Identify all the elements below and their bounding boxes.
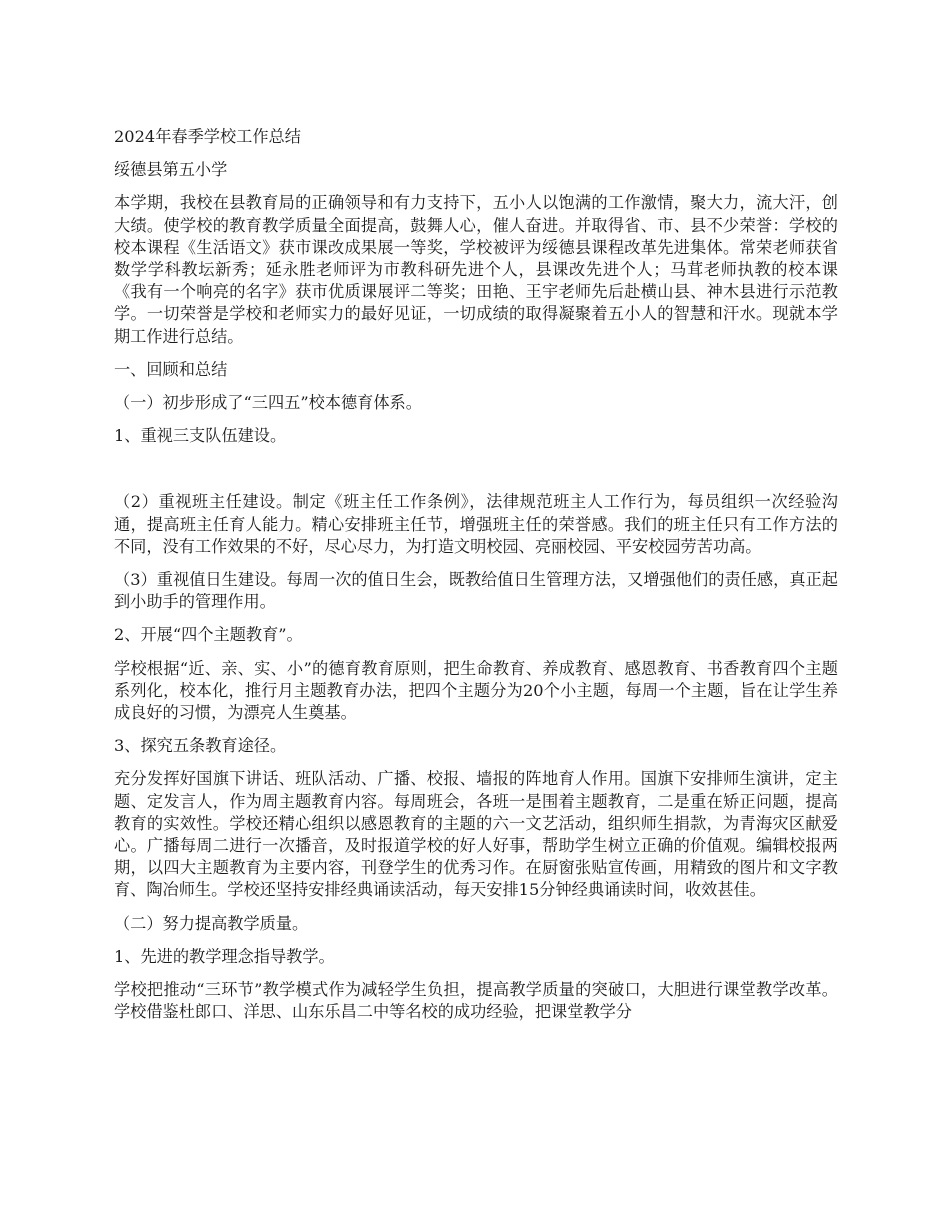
paragraph-duty-student: （3）重视值日生建设。每周一次的值日生会，既教给值日生管理方法，又增强他们的责任感，真正起到小助手的管理作用。 — [114, 570, 838, 612]
section-heading-review: 一、回顾和总结 — [114, 359, 228, 379]
school-name: 绥德县第五小学 — [114, 160, 228, 180]
item-heading-three-teams: 1、重视三支队伍建设。 — [114, 426, 287, 446]
subsection-heading-moral-education: （一）初步形成了“三四五”校本德育体系。 — [114, 393, 422, 413]
document-title: 2024年春季学校工作总结 — [114, 127, 301, 146]
item-heading-four-themes: 2、开展“四个主题教育”。 — [114, 625, 303, 645]
paragraph-class-teacher: （2）重视班主任建设。制定《班主任工作条例》，法律规范班主人工作行为，每员组织一次经验沟通，提高班主任育人能力。精心安排班主任节，增强班主任的荣誉感。我们的班主任只有工作方法的不同，没有工作效果的不好，尽心尽力，为打造文明校园、亮丽校园、平安校园劳苦功高。 — [114, 492, 838, 556]
subsection-heading-teaching-quality: （二）努力提高教学质量。 — [114, 913, 309, 933]
document-body — [114, 126, 838, 1035]
paragraph-four-themes: 学校根据“近、亲、实、小”的德育教育原则，把生命教育、养成教育、感恩教育、书香教育四个主题系列化，校本化，推行月主题教育办法，把四个主题分为20个小主题，每周一个主题，旨在让学生养成良好的习惯，为漂亮人生奠基。 — [114, 658, 838, 723]
item-heading-five-paths: 3、探究五条教育途径。 — [114, 736, 287, 756]
paragraph-teaching-reform: 学校把推动“三环节”教学模式作为减轻学生负担，提高教学质量的突破口，大胆进行课堂教学改革。学校借鉴杜郎口、洋思、山东乐昌二中等名校的成功经验，把课堂教学分 — [114, 980, 838, 1022]
paragraph-five-paths: 充分发挥好国旗下讲话、班队活动、广播、校报、墙报的阵地育人作用。国旗下安排师生演讲，定主题、定发言人，作为周主题教育内容。每周班会，各班一是围着主题教育，二是重在矫正问题，提高教育的实效性。学校还精心组织以感恩教育的主题的六一文艺活动，组织师生捐款，为青海灾区献爱心。广播每周二进行一次播音，及时报道学校的好人好事，帮助学生树立正确的价值观。编辑校报两期，以四大主题教育为主要内容，刊登学生的优秀习作。在厨窗张贴宣传画，用精致的图片和文字教育、陶冶师生。学校还坚持安排经典诵读活动，每天安排15分钟经典诵读时间，收效甚佳。 — [114, 769, 838, 900]
item-heading-teaching-concept: 1、先进的教学理念指导教学。 — [114, 946, 335, 966]
paragraph-intro: 本学期，我校在县教育局的正确领导和有力支持下，五小人以饱满的工作激情，聚大力，流大汗，创大绩。使学校的教育教学质量全面提高，鼓舞人心，催人奋进。并取得省、市、县不少荣誉：学校的校本课程《生活语文》获市课改成果展一等奖，学校被评为绥德县课程改革先进集体。常荣老师获省数学学科教坛新秀；延永胜老师评为市教科研先进个人，县课改先进个人；马茸老师执教的校本课《我有一个响亮的名字》获市优质课展评二等奖；田艳、王宇老师先后赴横山县、神木县进行示范教学。一切荣誉是学校和老师实力的最好见证，一切成绩的取得凝聚着五小人的智慧和汗水。现就本学期工作进行总结。 — [114, 193, 838, 346]
